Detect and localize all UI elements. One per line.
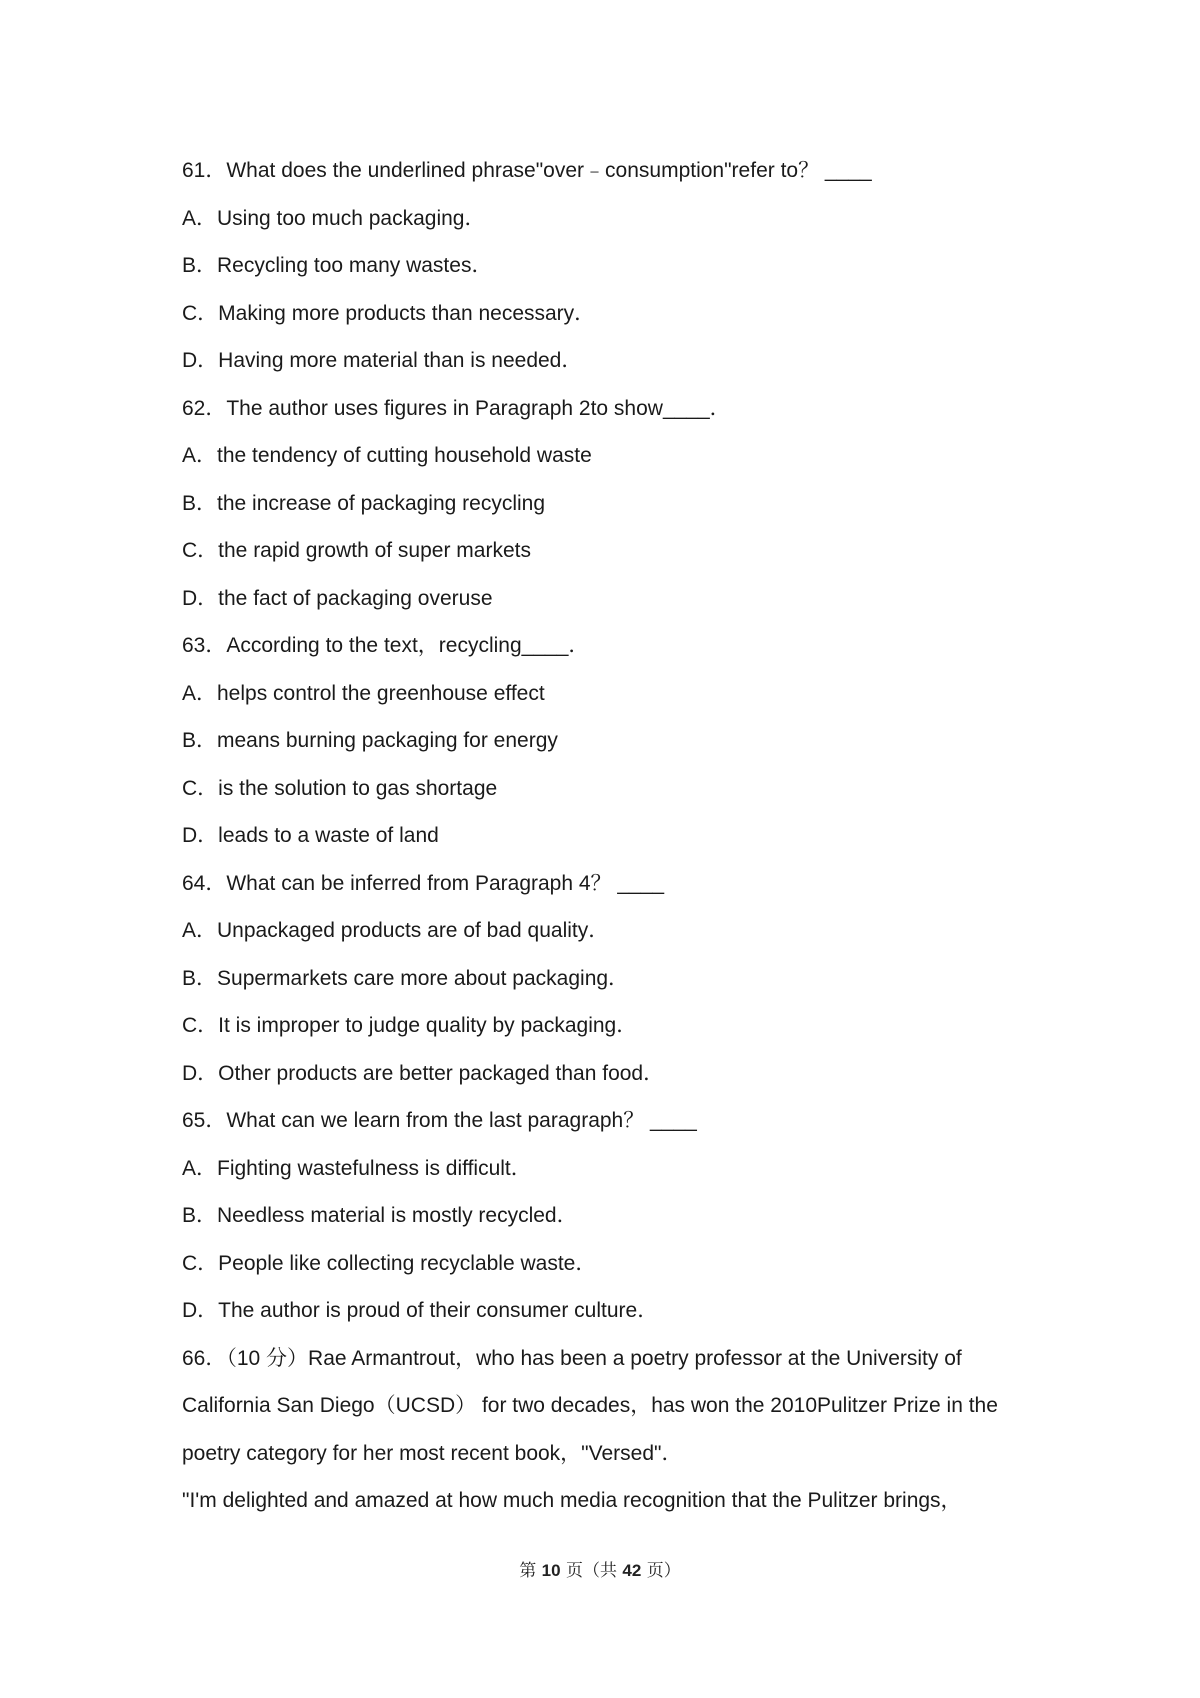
option-65-c: C．People like collecting recyclable waste． (182, 1251, 597, 1275)
option-61-b: B．Recycling too many wastes． (182, 254, 493, 277)
option-64-b: B．Supermarkets care more about packaging． (182, 966, 630, 990)
option-64-d: D．Other products are better packaged than food． (182, 1061, 665, 1085)
option-65-b: B．Needless material is mostly recycled． (182, 1204, 578, 1227)
option-62-a: A．the tendency of cutting household waste (182, 444, 592, 467)
question-65: 65．What can we learn from the last paragraph？ ____ (182, 1109, 697, 1132)
option-63-b: B．means burning packaging for energy (182, 729, 558, 752)
option-65-d: D．The author is proud of their consumer culture． (182, 1299, 659, 1322)
document-body (182, 147, 1062, 1525)
footer-page-number: 10 (541, 1561, 561, 1580)
passage-66-line-3: poetry category for her most recent book，"Versed"． (182, 1441, 683, 1465)
option-63-a: A．helps control the greenhouse effect (182, 681, 545, 705)
question-62: 62．The author uses figures in Paragraph 2to show____． (182, 396, 731, 420)
option-64-c: C．It is improper to judge quality by packaging． (182, 1014, 638, 1037)
option-61-c: C．Making more products than necessary． (182, 301, 596, 325)
option-62-c: C．the rapid growth of super markets (182, 539, 531, 562)
option-61-a: A．Using too much packaging． (182, 206, 486, 230)
option-64-a: A．Unpackaged products are of bad quality． (182, 919, 610, 942)
passage-66-line-4: "I'm delighted and amazed at how much media recognition that the Pulitzer brings， (182, 1489, 962, 1512)
footer-prefix: 第 (519, 1561, 542, 1581)
option-62-d: D．the fact of packaging overuse (182, 586, 493, 610)
option-61-d: D．Having more material than is needed． (182, 349, 583, 372)
question-61: 61．What does the underlined phrase"over﹣consumption"refer to？ ____ (182, 159, 872, 182)
page-footer (0, 1556, 1200, 1581)
option-63-d: D．leads to a waste of land (182, 824, 439, 847)
footer-total-pages: 42 (622, 1561, 642, 1580)
footer-middle: 页（共 (560, 1561, 623, 1581)
footer-suffix: 页） (641, 1561, 681, 1581)
passage-66-line-2: California San Diego（UCSD） for two decades，has won the 2010Pulitzer Prize in the (182, 1394, 998, 1417)
passage-66-line-1: 66．（10 分）Rae Armantrout，who has been a poetry professor at the University of (182, 1346, 962, 1370)
option-62-b: B．the increase of packaging recycling (182, 491, 546, 515)
question-64: 64．What can be inferred from Paragraph 4？ ____ (182, 871, 665, 895)
option-63-c: C．is the solution to gas shortage (182, 776, 498, 800)
option-65-a: A．Fighting wastefulness is difficult． (182, 1156, 532, 1180)
question-63: 63．According to the text，recycling____． (182, 634, 590, 657)
